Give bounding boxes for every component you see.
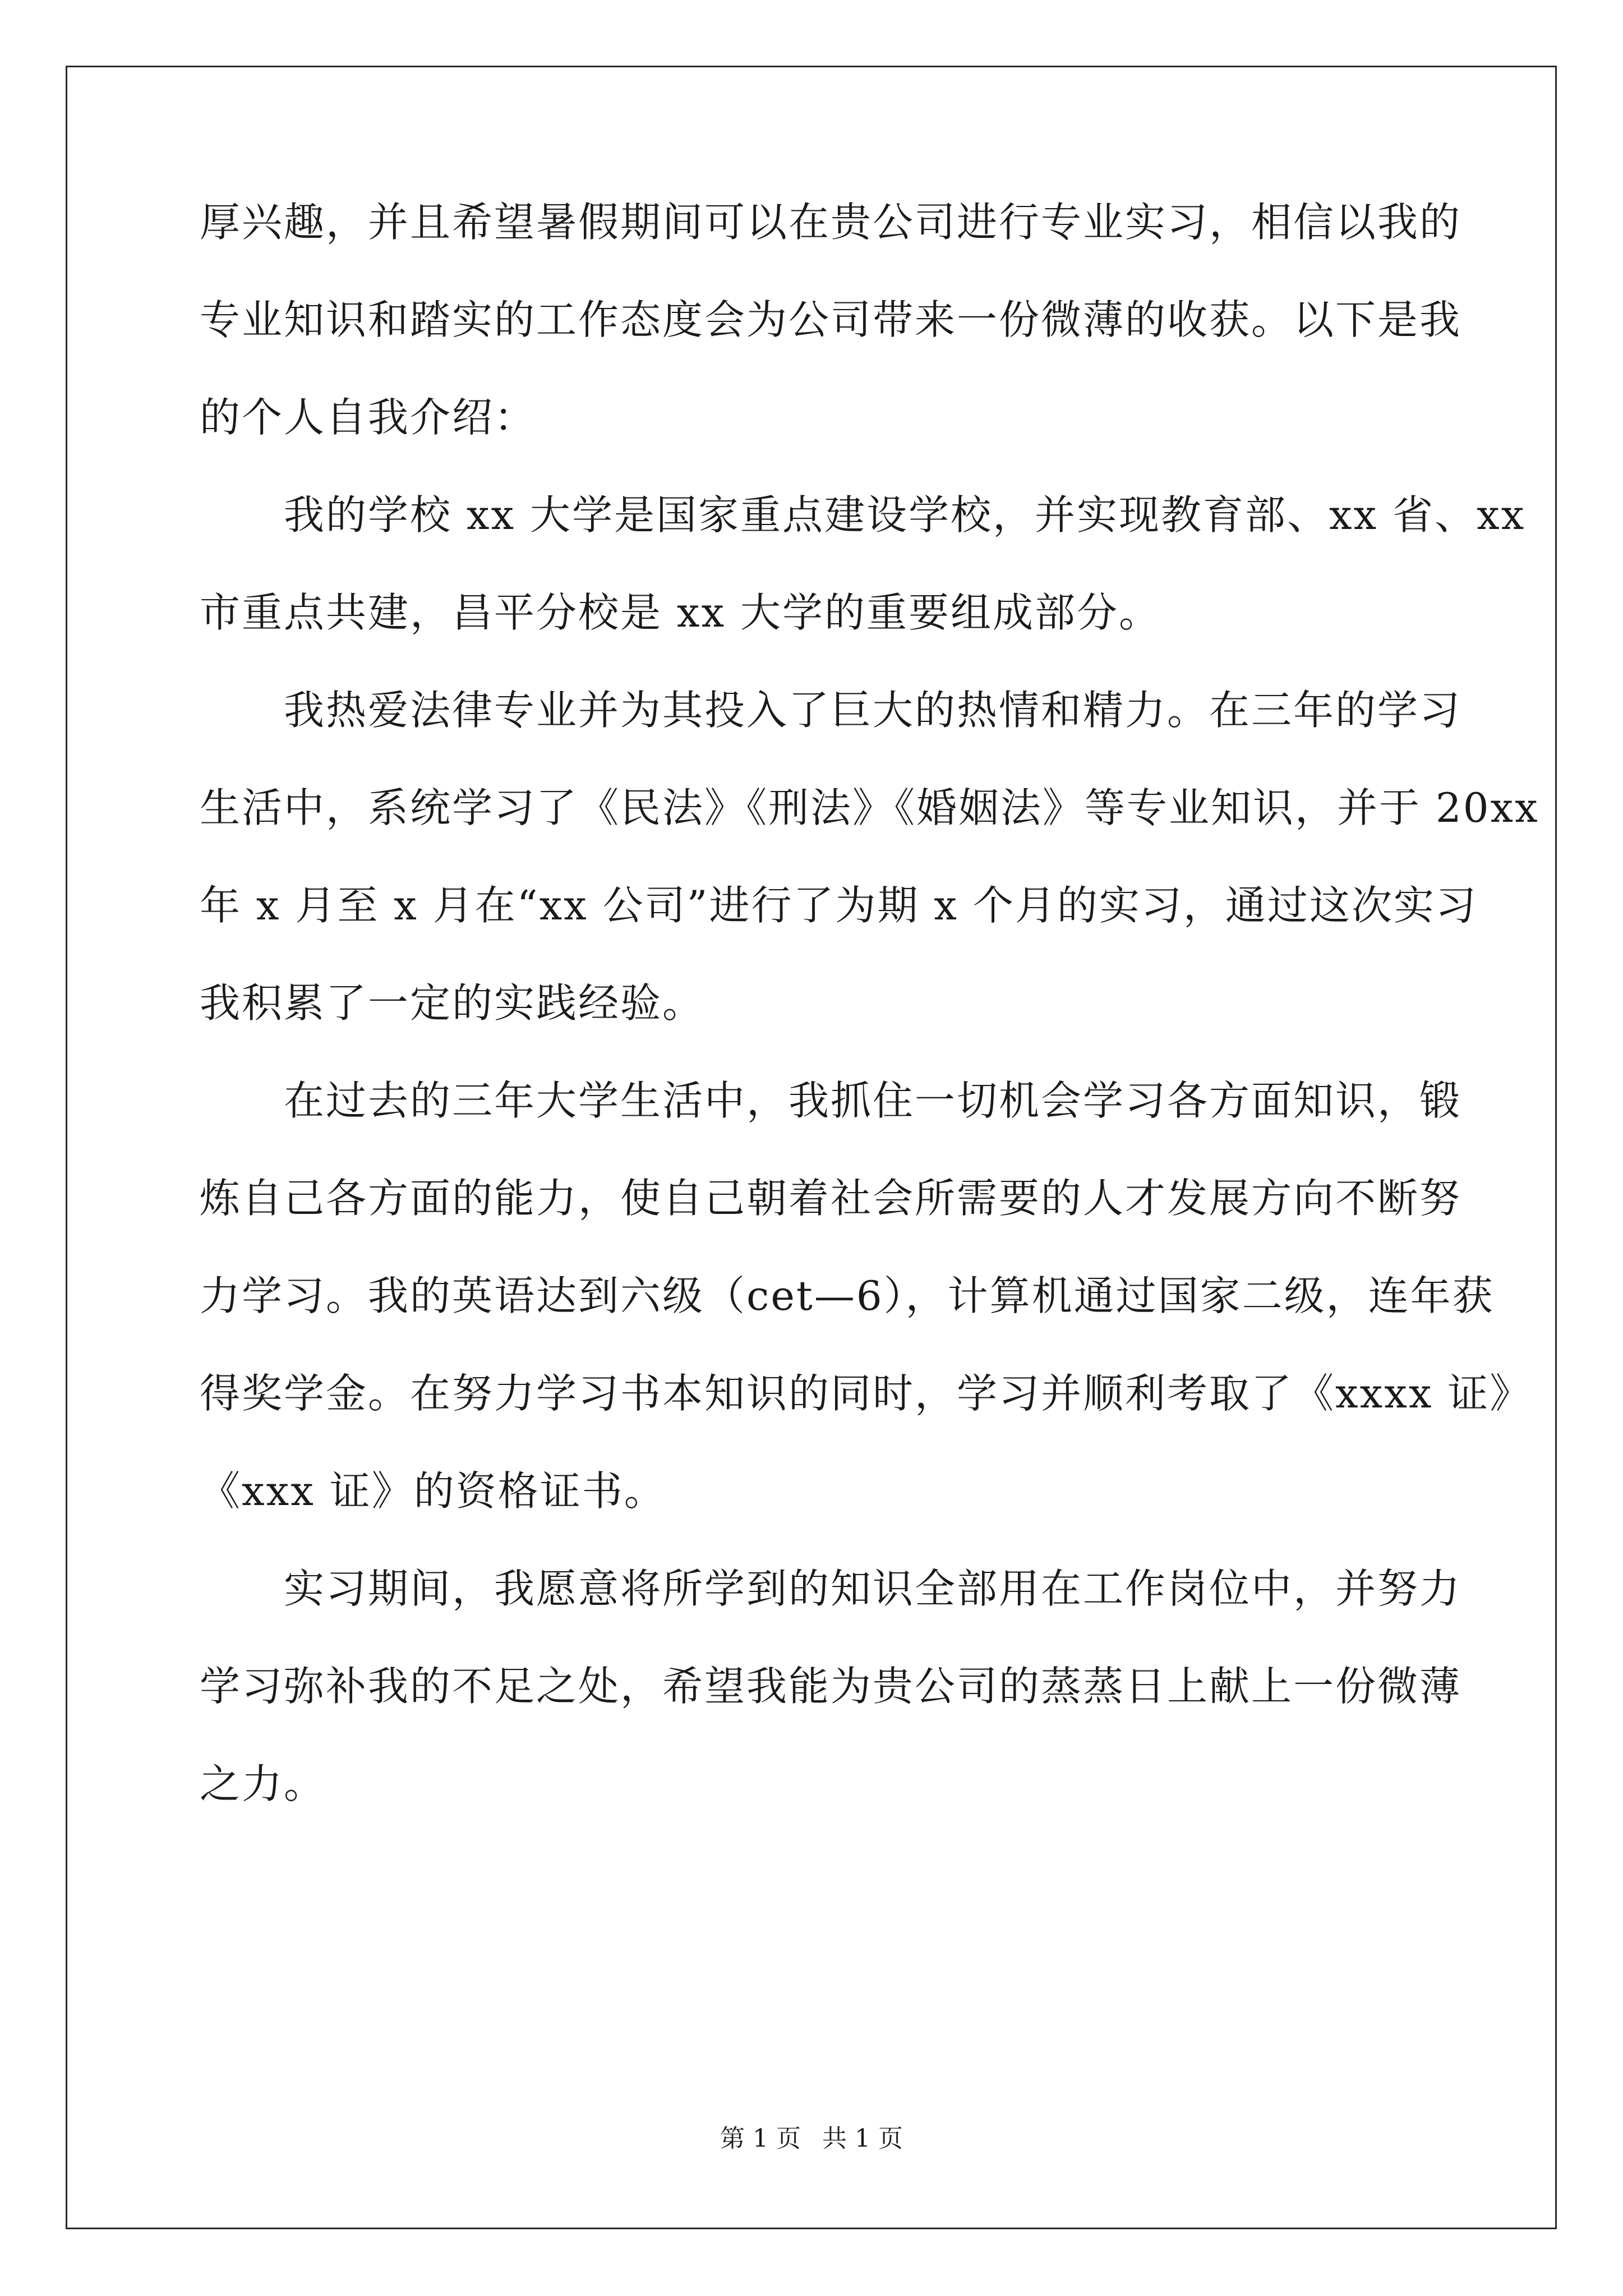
text-line: 生活中，系统学习了《民法》《刑法》《婚姻法》等专业知识，并于 20xx: [200, 784, 1539, 831]
text-line: 市重点共建，昌平分校是 xx 大学的重要组成部分。: [200, 589, 1161, 636]
text-line: 《xxx 证》的资格证书。: [200, 1467, 666, 1515]
page-border: [66, 66, 1557, 2229]
text-line: 得奖学金。在努力学习书本知识的同时，学习并顺利考取了《xxxx 证》: [200, 1370, 1532, 1417]
text-line: 之力。: [200, 1760, 326, 1807]
text-line: 我的学校 xx 大学是国家重点建设学校，并实现教育部、xx 省、xx: [200, 491, 1526, 539]
text-line: 炼自己各方面的能力，使自己朝着社会所需要的人才发展方向不断努: [200, 1175, 1462, 1222]
page-number: 第 1 页: [720, 2124, 801, 2153]
text-line: 学习弥补我的不足之处，希望我能为贵公司的蒸蒸日上献上一份微薄: [200, 1663, 1462, 1710]
text-line: 我积累了一定的实践经验。: [200, 979, 705, 1027]
text-line: 专业知识和踏实的工作态度会为公司带来一份微薄的收获。以下是我: [200, 296, 1462, 343]
page-total: 共 1 页: [822, 2124, 903, 2153]
text-line: 在过去的三年大学生活中，我抓住一切机会学习各方面知识，锻: [200, 1077, 1462, 1124]
text-line: 我热爱法律专业并为其投入了巨大的热情和精力。在三年的学习: [200, 687, 1462, 734]
text-line: 厚兴趣，并且希望暑假期间可以在贵公司进行专业实习，相信以我的: [200, 199, 1462, 246]
page-footer: [0, 2125, 1623, 2153]
text-line: 实习期间，我愿意将所学到的知识全部用在工作岗位中，并努力: [200, 1565, 1462, 1612]
text-line: 年 x 月至 x 月在“xx 公司”进行了为期 x 个月的实习，通过这次实习: [200, 882, 1478, 929]
text-line: 力学习。我的英语达到六级（cet—6），计算机通过国家二级，连年获: [200, 1272, 1495, 1319]
text-line: 的个人自我介绍：: [200, 394, 537, 441]
